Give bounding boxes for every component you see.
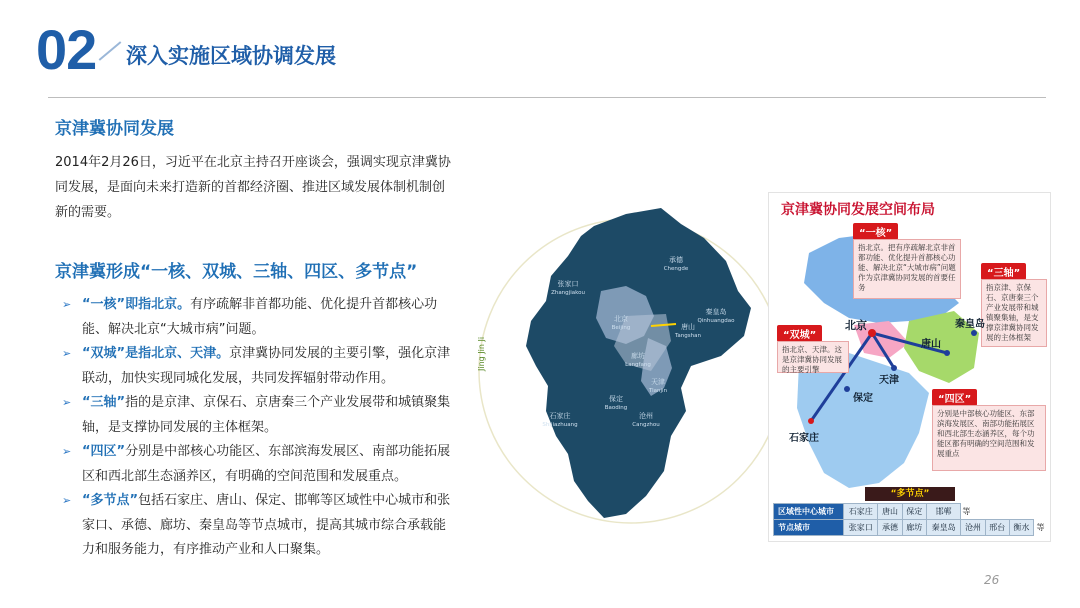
map-label-zhangjiakou: 张家口	[557, 280, 579, 288]
table-cell: 唐山	[878, 504, 902, 520]
arrow-icon: ➢	[62, 445, 72, 458]
section-title-structure: 京津冀形成“一核、双城、三轴、四区、多节点”	[55, 262, 418, 282]
map-label-baoding-en: Baoding	[604, 405, 628, 411]
map-label-baoding: 保定	[609, 395, 623, 403]
bullet-text: 京津冀协同发展的主要引擎，强化京津联动，加快实现同城化发展，共同发挥辐射带动作用。	[82, 346, 451, 386]
map-label-chengde-en: Chengde	[663, 266, 689, 272]
table-row	[774, 504, 1048, 520]
map-label-shijiazhuang-en: Shijiazhuang	[542, 422, 578, 428]
map-label-cangzhou: 沧州	[639, 412, 653, 420]
city-label-shijiazhuang: 石家庄	[789, 433, 819, 444]
bullet-key: “多节点”	[82, 493, 139, 508]
header-divider	[48, 97, 1046, 98]
map-label-tangshan: 唐山	[681, 323, 695, 331]
callout-box-region: 分别是中部核心功能区、东部滨海发展区、南部功能拓展区和西北部生态涵养区，每个功能区都有明确的空间范围和发展重点	[932, 405, 1046, 471]
callout-box-double: 指北京、天津。这是京津冀协同发展的主要引擎	[777, 341, 849, 373]
city-label-qinhuangdao: 秦皇岛	[955, 319, 985, 330]
section-title-jjj: 京津冀协同发展	[55, 119, 174, 139]
table-cell-suffix: 等	[1036, 523, 1045, 532]
row-label-node: 节点城市	[774, 520, 844, 536]
bullet-item	[62, 440, 452, 489]
header-slash-decoration	[99, 41, 122, 61]
bullet-text: 分别是中部核心功能区、东部滨海发展区、南部功能拓展区和西北部生态涵养区，有明确的空间范围和发展重点。	[82, 444, 451, 484]
table-cell: 秦皇岛	[926, 520, 960, 536]
table-cell: 张家口	[844, 520, 878, 536]
table-cell: 邯郸	[926, 504, 960, 520]
table-cell: 廊坊	[902, 520, 926, 536]
bullet-text: 指的是京津、京保石、京唐秦三个产业发展带和城镇聚集轴，是支撑协同发展的主体框架。	[82, 395, 451, 435]
bullet-key: “四区”	[82, 444, 126, 459]
arrow-icon: ➢	[62, 494, 72, 507]
table-cell: 沧州	[961, 520, 985, 536]
bullet-key: “一核”即指北京。	[82, 297, 191, 312]
bullet-item	[62, 391, 452, 440]
table-cell: 石家庄	[844, 504, 878, 520]
table-cell-suffix: 等	[962, 506, 971, 516]
arc-label: Jing Jin Ji	[477, 336, 486, 371]
city-label-tianjin: 天津	[879, 375, 899, 386]
city-marker-qinhuangdao	[971, 330, 977, 336]
map-label-chengde: 承德	[669, 256, 683, 264]
nodes-banner: “多节点”	[865, 487, 955, 501]
figure-title: 京津冀协同发展空间布局	[781, 202, 935, 218]
city-label-baoding: 保定	[853, 393, 873, 404]
spatial-layout-figure	[768, 192, 1051, 542]
table-cell: 邢台	[985, 520, 1009, 536]
bullet-item	[62, 342, 452, 391]
table-row	[774, 520, 1048, 536]
row-label-central: 区域性中心城市	[774, 504, 844, 520]
arrow-icon: ➢	[62, 347, 72, 360]
callout-label-region: “四区”	[932, 389, 977, 406]
map-label-tangshan-en: Tangshan	[674, 333, 702, 339]
page-number: 26	[984, 573, 1000, 587]
bullet-item	[62, 293, 452, 342]
bullet-key: “三轴”	[82, 395, 126, 410]
section-number: 02	[36, 18, 97, 81]
table-cell: 保定	[902, 504, 926, 520]
city-label-beijing: 北京	[845, 319, 867, 332]
city-marker-beijing	[868, 329, 876, 337]
arrow-icon: ➢	[62, 396, 72, 409]
map-label-zhangjiakou-en: Zhangjiakou	[551, 290, 585, 296]
table-cell: 承德	[878, 520, 902, 536]
city-marker-shijiazhuang	[808, 418, 814, 424]
map-label-qinhuangdao: 秦皇岛	[705, 308, 727, 316]
bullet-text: 有序疏解非首都功能、优化提升首都核心功能、解决北京“大城市病”问题。	[82, 297, 438, 337]
city-marker-baoding	[844, 386, 850, 392]
callout-label-core: “一核”	[853, 223, 898, 240]
map-label-tianjin: 天津	[651, 378, 665, 386]
callout-label-double: “双城”	[777, 325, 822, 342]
map-label-beijing-en: Beijing	[611, 325, 631, 331]
map-label-beijing: 北京	[614, 315, 628, 323]
table-cell: 衡水	[1009, 520, 1033, 536]
node-cities-table	[773, 503, 1047, 536]
bullet-key: “双城”是指北京、天津。	[82, 346, 230, 361]
arrow-icon: ➢	[62, 298, 72, 311]
jjj-region-map	[476, 196, 776, 536]
city-marker-tangshan	[944, 350, 950, 356]
callout-box-axis: 指京津、京保石、京唐秦三个产业发展带和城镇聚集轴，是支撑京津冀协同发展的主体框架	[981, 279, 1047, 347]
callout-box-core: 指北京。把有序疏解北京非首都功能、优化提升首都核心功能、解决北京“大城市病”问题作为京津冀协同发展的首要任务	[853, 239, 961, 299]
map-label-cangzhou-en: Cangzhou	[632, 422, 660, 428]
map-label-qinhuangdao-en: Qinhuangdao	[697, 318, 735, 324]
bullet-list	[62, 293, 452, 563]
callout-label-axis: “三轴”	[981, 263, 1026, 280]
bullet-text: 包括石家庄、唐山、保定、邯郸等区域性中心城市和张家口、承德、廊坊、秦皇岛等节点城市，提高其城市综合承载能力和服务能力，有序推动产业和人口聚集。	[82, 493, 451, 557]
page-title: 深入实施区域协调发展	[126, 44, 336, 68]
map-label-langfang-en: Langfang	[625, 362, 651, 368]
bullet-item	[62, 489, 452, 563]
map-label-shijiazhuang: 石家庄	[549, 412, 571, 420]
map-label-langfang: 廊坊	[631, 352, 645, 360]
map-label-tianjin-en: Tianjin	[648, 388, 668, 394]
intro-paragraph: 2014年2月26日，习近平在北京主持召开座谈会，强调实现京津冀协同发展，是面向未来打造新的首都经济圈、推进区域发展体制机制创新的需要。	[55, 155, 451, 220]
city-label-tangshan: 唐山	[921, 339, 941, 350]
